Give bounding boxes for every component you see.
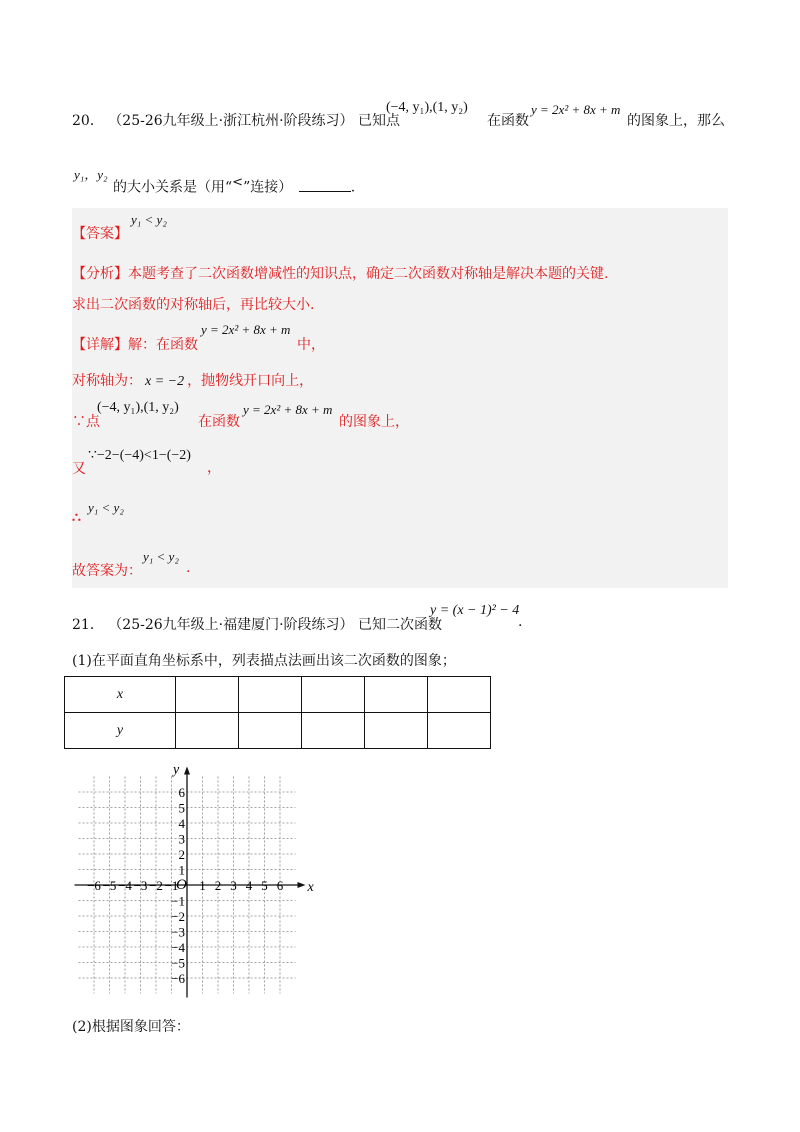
also-tail: ， (207, 460, 221, 476)
q21-part1: (1)在平面直角坐标系中，列表描点法画出该二次函数的图象； (72, 653, 456, 669)
y-tick-label: −4 (171, 940, 185, 955)
y-tick-label: 1 (178, 862, 185, 878)
y-tick-label: −2 (171, 909, 185, 924)
table-cell[interactable] (365, 713, 428, 749)
q20-function: y = 2x² + 8x + m (531, 102, 621, 117)
q20-source: （25-26九年级上·浙江杭州·阶段练习） (108, 113, 354, 129)
because-c: 的图象上， (339, 414, 409, 430)
x-tick-label: −5 (102, 878, 117, 893)
table-cell[interactable] (239, 677, 302, 713)
y-tick-label: −6 (171, 971, 185, 986)
q21-line1 (72, 614, 442, 634)
final-end: . (186, 560, 191, 576)
q21-prompt-a: 已知二次函数 (358, 617, 442, 633)
table-cell[interactable] (239, 713, 302, 749)
q20-prompt-d: 的大小关系是（用“ (113, 179, 233, 196)
axis-expr: x = −2 (145, 374, 185, 389)
q21-number: 21． (72, 617, 104, 633)
y-axis-label: y (173, 762, 180, 778)
q20-points: (−4, y₁),(1, y₂) (386, 100, 468, 115)
analysis-text-2: 求出二次函数的对称轴后，再比较大小. (72, 297, 315, 313)
table-cell[interactable] (176, 713, 239, 749)
x-tick-label: 6 (276, 878, 284, 893)
analysis-tag: 【分析】 (72, 266, 128, 282)
axis-label: 对称轴为： (72, 373, 142, 389)
table-row-label: x (65, 677, 176, 713)
table-row-label: y (65, 713, 176, 749)
answer-blank (299, 179, 351, 192)
x-tick-label: 1 (199, 878, 206, 893)
because-function: y = 2x² + 8x + m (243, 402, 333, 417)
x-tick-label: −3 (133, 878, 148, 893)
therefore-symbol: ∴ (72, 510, 81, 526)
because-b: 在函数 (198, 414, 240, 430)
also-expr: ∵−2−(−4)<1−(−2) (88, 448, 191, 463)
detail-text-1a: 解：在函数 (128, 337, 198, 353)
y-tick-label: 3 (178, 831, 185, 847)
q20-symbol: < (232, 175, 244, 190)
q20-prompt-a: 已知点 (358, 113, 400, 129)
table-cell[interactable] (365, 677, 428, 713)
answer-expr: y₁ < y₂ (131, 212, 167, 227)
y-tick-label: −3 (171, 924, 185, 940)
x-tick-label: −6 (87, 878, 101, 893)
q20-number: 20． (72, 113, 104, 129)
coordinate-grid[interactable] (60, 748, 330, 1000)
table-cell[interactable] (302, 677, 365, 713)
detail-function: y = 2x² + 8x + m (201, 322, 291, 337)
also-label: 又 (72, 461, 86, 477)
x-axis-label: x (307, 880, 314, 895)
x-axis-arrow (298, 882, 306, 888)
q20-vars: y₁，y₂ (74, 167, 108, 182)
table-cell[interactable] (428, 713, 491, 749)
y-tick-label: 5 (178, 800, 185, 816)
y-tick-label: 2 (178, 847, 185, 862)
q20-line1 (72, 110, 400, 130)
detail-text-1b: 中， (297, 337, 325, 353)
detail-line1 (72, 334, 198, 354)
final-expr: y₁ < y₂ (143, 549, 179, 564)
q20-line2 (113, 175, 355, 197)
x-tick-label: −2 (149, 878, 163, 893)
y-tick-label: 4 (178, 816, 185, 831)
y-tick-label: −1 (171, 893, 185, 909)
x-tick-label: −4 (118, 878, 132, 893)
therefore-expr: y₁ < y₂ (88, 500, 124, 515)
table-cell[interactable] (428, 677, 491, 713)
because-points: (−4, y₁),(1, y₂) (97, 400, 179, 415)
q20-prompt-c: 的图象上，那么 (627, 113, 725, 129)
q21-part2: (2)根据图象回答： (72, 1019, 190, 1035)
q20-prompt-b: 在函数 (487, 113, 529, 129)
q20-end: . (350, 179, 356, 196)
x-tick-label: 2 (214, 878, 222, 893)
q21-function: y = (x − 1)² − 4 (430, 603, 520, 618)
analysis-text-1: 本题考查了二次函数增减性的知识点，确定二次函数对称轴是解决本题的关键. (128, 266, 609, 282)
table-row-y (65, 713, 491, 749)
answer-tag: 【答案】 (72, 226, 128, 242)
axis-tail: ，抛物线开口向上， (187, 373, 314, 389)
y-tick-label: −5 (171, 955, 185, 971)
table-row-x (65, 677, 491, 713)
because-a: ∵点 (72, 414, 100, 430)
y-tick-label: 6 (178, 785, 185, 800)
final-label: 故答案为： (72, 563, 142, 579)
origin-label: O (176, 877, 187, 893)
analysis-line1 (72, 263, 608, 283)
value-table (64, 676, 491, 749)
y-axis-arrow (184, 767, 190, 775)
x-tick-label: −1 (164, 878, 179, 893)
q21-source: （25-26九年级上·福建厦门·阶段练习） (108, 617, 354, 633)
x-tick-label: 4 (245, 878, 253, 893)
table-cell[interactable] (176, 677, 239, 713)
axis-line (72, 370, 313, 390)
x-tick-label: 5 (261, 878, 268, 893)
x-tick-label: 3 (230, 878, 237, 893)
table-cell[interactable] (302, 713, 365, 749)
q20-prompt-e: ”连接） (243, 179, 293, 196)
q21-end: . (518, 614, 523, 630)
detail-tag: 【详解】 (72, 337, 128, 353)
